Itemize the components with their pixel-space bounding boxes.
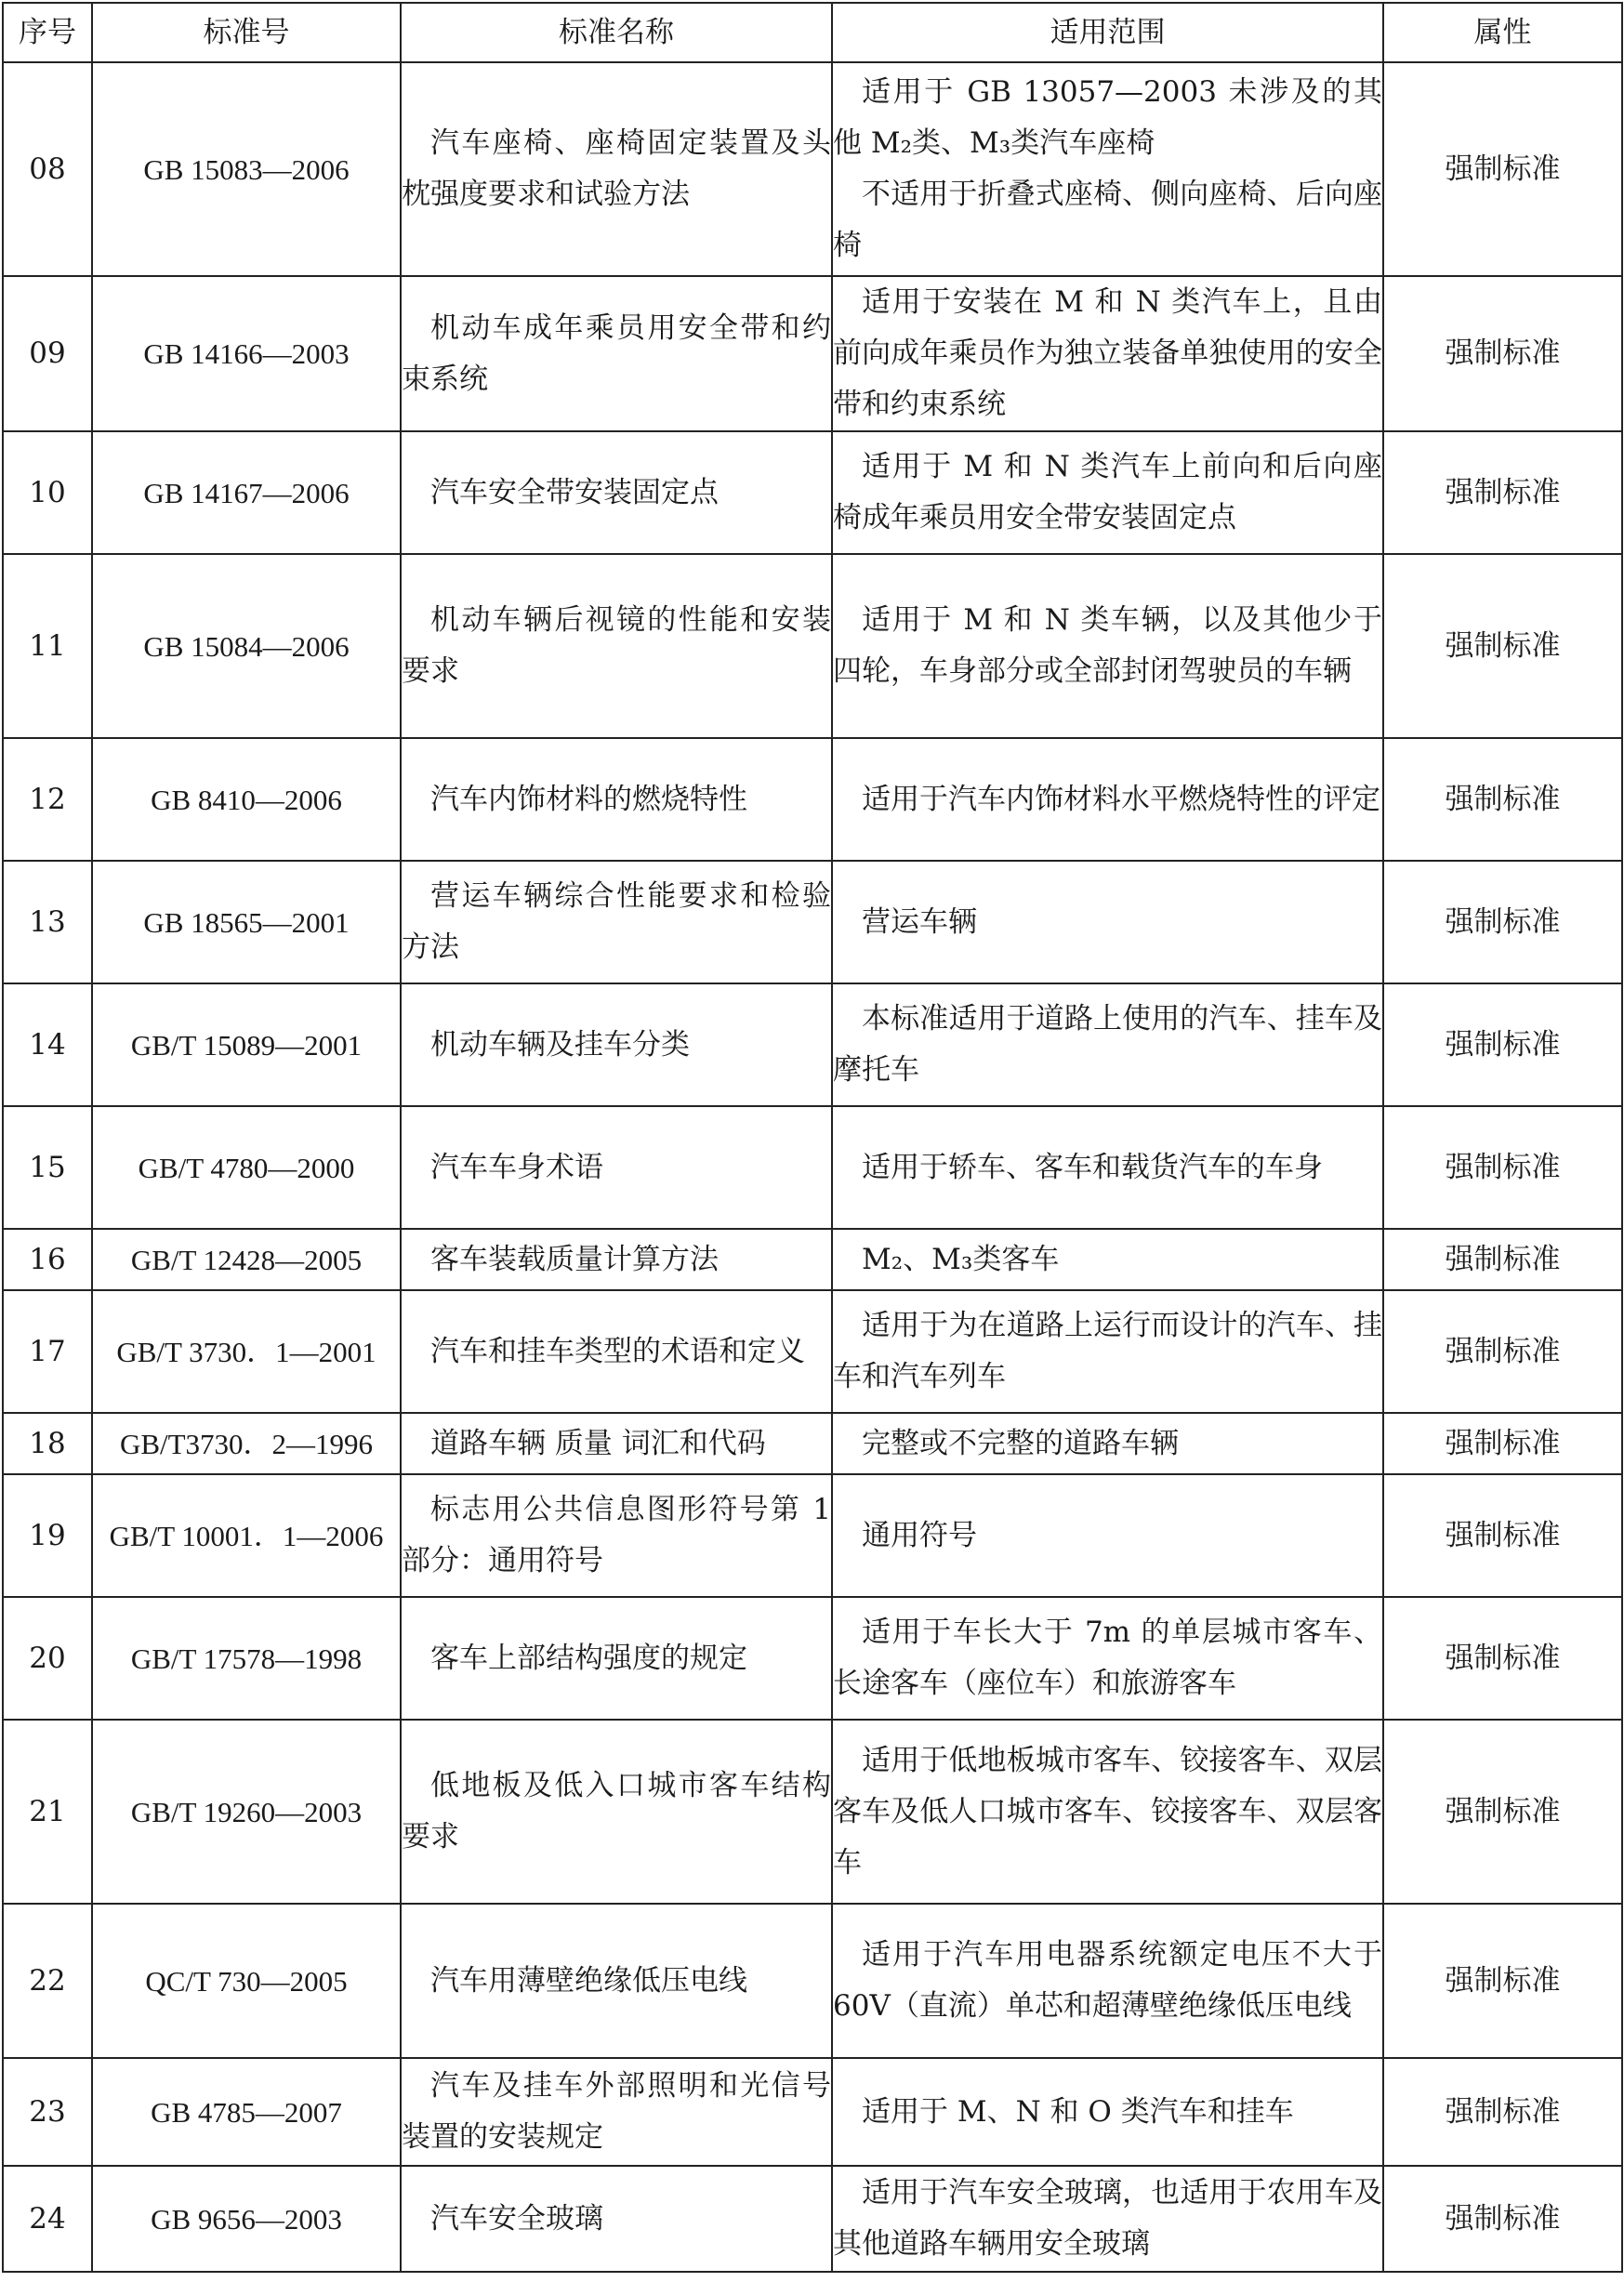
row-standard-name-text: 机动车辆后视镜的性能和安装要求 xyxy=(402,603,831,688)
row-attribute: 强制标准 xyxy=(1383,1106,1622,1229)
row-standard-name xyxy=(401,1720,832,1904)
row-seq: 20 xyxy=(3,1597,92,1720)
row-attribute: 强制标准 xyxy=(1383,431,1622,554)
row-standard-name xyxy=(401,1106,832,1229)
row-attribute: 强制标准 xyxy=(1383,2058,1622,2166)
row-scope-paragraph: 不适用于折叠式座椅、侧向座椅、后向座椅 xyxy=(833,178,1382,262)
row-scope-paragraph: 适用于轿车、客车和载货汽车的车身 xyxy=(862,1150,1323,1184)
row-scope xyxy=(832,1290,1383,1413)
row-attribute: 强制标准 xyxy=(1383,983,1622,1106)
header-scope: 适用范围 xyxy=(832,3,1383,62)
header-seq: 序号 xyxy=(3,3,92,62)
table-row xyxy=(3,554,1622,738)
row-standard-name-text: 汽车安全带安装固定点 xyxy=(430,475,719,509)
table-row xyxy=(3,738,1622,861)
table-body xyxy=(3,62,1622,2272)
table-row xyxy=(3,1720,1622,1904)
row-scope xyxy=(832,276,1383,431)
header-name: 标准名称 xyxy=(401,3,832,62)
row-seq: 14 xyxy=(3,983,92,1106)
table-row xyxy=(3,2058,1622,2166)
row-scope xyxy=(832,431,1383,554)
row-scope-paragraph: 适用于 GB 13057—2003 未涉及的其他 M₂类、M₃类汽车座椅 xyxy=(833,75,1382,160)
row-scope-paragraph: M₂、M₃类客车 xyxy=(862,1242,1060,1276)
row-seq: 23 xyxy=(3,2058,92,2166)
row-standard-code: GB/T 17578—1998 xyxy=(92,1597,401,1720)
row-scope-paragraph: 适用于汽车安全玻璃，也适用于农用车及其他道路车辆用安全玻璃 xyxy=(833,2176,1382,2261)
table-row xyxy=(3,1290,1622,1413)
row-standard-name-text: 客车上部结构强度的规定 xyxy=(430,1641,747,1675)
row-seq: 24 xyxy=(3,2166,92,2272)
row-standard-name-text: 汽车及挂车外部照明和光信号装置的安装规定 xyxy=(402,2069,831,2154)
row-standard-name xyxy=(401,1597,832,1720)
row-attribute: 强制标准 xyxy=(1383,1720,1622,1904)
row-standard-name xyxy=(401,2058,832,2166)
row-standard-code: GB 15084—2006 xyxy=(92,554,401,738)
row-scope-paragraph: 适用于汽车内饰材料水平燃烧特性的评定 xyxy=(862,782,1380,816)
row-standard-name xyxy=(401,2166,832,2272)
table-row xyxy=(3,1229,1622,1290)
row-standard-code: GB 9656—2003 xyxy=(92,2166,401,2272)
row-seq: 16 xyxy=(3,1229,92,1290)
table-row xyxy=(3,1904,1622,2058)
row-scope xyxy=(832,1720,1383,1904)
row-standard-name-text: 道路车辆 质量 词汇和代码 xyxy=(430,1426,766,1460)
row-attribute: 强制标准 xyxy=(1383,1229,1622,1290)
row-seq: 13 xyxy=(3,861,92,983)
row-seq: 19 xyxy=(3,1474,92,1597)
row-standard-name-text: 标志用公共信息图形符号第 1 部分：通用符号 xyxy=(402,1493,831,1577)
row-standard-name xyxy=(401,1413,832,1474)
row-scope-paragraph: 适用于 M 和 N 类汽车上前向和后向座椅成年乘员用安全带安装固定点 xyxy=(833,450,1382,534)
row-attribute: 强制标准 xyxy=(1383,738,1622,861)
row-standard-code: GB 4785—2007 xyxy=(92,2058,401,2166)
row-scope xyxy=(832,1413,1383,1474)
row-seq: 18 xyxy=(3,1413,92,1474)
row-standard-code: GB 8410—2006 xyxy=(92,738,401,861)
row-scope xyxy=(832,2058,1383,2166)
row-attribute: 强制标准 xyxy=(1383,554,1622,738)
row-standard-name-text: 客车装载质量计算方法 xyxy=(430,1242,719,1276)
row-standard-code: GB 18565—2001 xyxy=(92,861,401,983)
row-seq: 09 xyxy=(3,276,92,431)
table-row xyxy=(3,2166,1622,2272)
row-attribute: 强制标准 xyxy=(1383,2166,1622,2272)
row-scope-paragraph: 通用符号 xyxy=(862,1518,977,1552)
row-attribute: 强制标准 xyxy=(1383,1597,1622,1720)
row-scope-paragraph: 适用于车长大于 7m 的单层城市客车、长途客车（座位车）和旅游客车 xyxy=(833,1616,1382,1700)
row-scope-paragraph: 完整或不完整的道路车辆 xyxy=(862,1426,1179,1460)
row-scope xyxy=(832,2166,1383,2272)
row-scope xyxy=(832,1597,1383,1720)
row-attribute: 强制标准 xyxy=(1383,276,1622,431)
row-scope xyxy=(832,1474,1383,1597)
row-seq: 15 xyxy=(3,1106,92,1229)
row-seq: 22 xyxy=(3,1904,92,2058)
row-scope xyxy=(832,738,1383,861)
row-scope-paragraph: 本标准适用于道路上使用的汽车、挂车及摩托车 xyxy=(833,1002,1382,1087)
standards-table xyxy=(2,2,1623,2273)
row-standard-name xyxy=(401,1904,832,2058)
row-standard-name-text: 汽车安全玻璃 xyxy=(430,2201,603,2236)
header-row xyxy=(3,3,1622,62)
row-scope xyxy=(832,1106,1383,1229)
row-scope-paragraph: 适用于安装在 M 和 N 类汽车上，且由前向成年乘员作为独立装备单独使用的安全带和约束系统 xyxy=(833,285,1382,421)
row-scope-paragraph: 适用于汽车用电器系统额定电压不大于 60V（直流）单芯和超薄壁绝缘低压电线 xyxy=(833,1938,1382,2023)
row-standard-name xyxy=(401,983,832,1106)
row-standard-code: GB/T3730．2—1996 xyxy=(92,1413,401,1474)
table-row xyxy=(3,1106,1622,1229)
row-standard-name xyxy=(401,554,832,738)
row-seq: 12 xyxy=(3,738,92,861)
header-attr: 属性 xyxy=(1383,3,1622,62)
row-standard-name-text: 低地板及低入口城市客车结构要求 xyxy=(402,1769,831,1853)
table-row xyxy=(3,276,1622,431)
row-standard-name xyxy=(401,738,832,861)
row-seq: 08 xyxy=(3,62,92,276)
table-row xyxy=(3,861,1622,983)
row-seq: 21 xyxy=(3,1720,92,1904)
row-standard-name-text: 汽车用薄壁绝缘低压电线 xyxy=(430,1963,747,1998)
row-seq: 17 xyxy=(3,1290,92,1413)
row-standard-name xyxy=(401,431,832,554)
row-standard-name xyxy=(401,1229,832,1290)
row-scope xyxy=(832,983,1383,1106)
row-scope-paragraph: 营运车辆 xyxy=(862,904,977,939)
row-standard-name-text: 机动车成年乘员用安全带和约束系统 xyxy=(402,310,831,396)
row-attribute: 强制标准 xyxy=(1383,1413,1622,1474)
row-standard-name xyxy=(401,1290,832,1413)
table-row xyxy=(3,62,1622,276)
row-standard-name-text: 汽车内饰材料的燃烧特性 xyxy=(430,782,747,816)
row-standard-code: GB 14166—2003 xyxy=(92,276,401,431)
row-scope xyxy=(832,1229,1383,1290)
table-row xyxy=(3,983,1622,1106)
row-standard-name-text: 机动车辆及挂车分类 xyxy=(430,1027,690,1062)
row-standard-name xyxy=(401,1474,832,1597)
row-standard-code: GB/T 10001．1—2006 xyxy=(92,1474,401,1597)
row-standard-name xyxy=(401,276,832,431)
row-seq: 10 xyxy=(3,431,92,554)
row-scope-paragraph: 适用于低地板城市客车、铰接客车、双层客车及低人口城市客车、铰接客车、双层客车 xyxy=(833,1743,1382,1880)
row-attribute: 强制标准 xyxy=(1383,861,1622,983)
row-attribute: 强制标准 xyxy=(1383,1904,1622,2058)
row-scope xyxy=(832,1904,1383,2058)
table-row xyxy=(3,1597,1622,1720)
row-standard-code: GB/T 3730．1—2001 xyxy=(92,1290,401,1413)
row-standard-code: GB 15083—2006 xyxy=(92,62,401,276)
row-standard-code: GB/T 4780—2000 xyxy=(92,1106,401,1229)
row-scope xyxy=(832,554,1383,738)
row-scope-paragraph: 适用于 M、N 和 O 类汽车和挂车 xyxy=(862,2094,1294,2129)
row-standard-code: GB/T 12428—2005 xyxy=(92,1229,401,1290)
row-standard-code: GB/T 15089—2001 xyxy=(92,983,401,1106)
row-seq: 11 xyxy=(3,554,92,738)
row-standard-name xyxy=(401,62,832,276)
row-standard-code: GB 14167—2006 xyxy=(92,431,401,554)
row-standard-name-text: 汽车车身术语 xyxy=(430,1150,603,1184)
table-row xyxy=(3,431,1622,554)
table-row xyxy=(3,1413,1622,1474)
row-standard-code: GB/T 19260—2003 xyxy=(92,1720,401,1904)
row-standard-name-text: 汽车和挂车类型的术语和定义 xyxy=(430,1334,805,1368)
row-scope-paragraph: 适用于 M 和 N 类车辆，以及其他少于四轮，车身部分或全部封闭驾驶员的车辆 xyxy=(833,603,1382,688)
header-code: 标准号 xyxy=(92,3,401,62)
row-standard-name-text: 汽车座椅、座椅固定装置及头枕强度要求和试验方法 xyxy=(402,126,831,211)
row-scope-paragraph: 适用于为在道路上运行而设计的汽车、挂车和汽车列车 xyxy=(833,1309,1382,1393)
row-standard-name-text: 营运车辆综合性能要求和检验方法 xyxy=(402,879,831,964)
table-row xyxy=(3,1474,1622,1597)
row-scope xyxy=(832,62,1383,276)
row-attribute: 强制标准 xyxy=(1383,1290,1622,1413)
row-attribute: 强制标准 xyxy=(1383,1474,1622,1597)
row-standard-name xyxy=(401,861,832,983)
row-attribute: 强制标准 xyxy=(1383,62,1622,276)
row-standard-code: QC/T 730—2005 xyxy=(92,1904,401,2058)
row-scope xyxy=(832,861,1383,983)
